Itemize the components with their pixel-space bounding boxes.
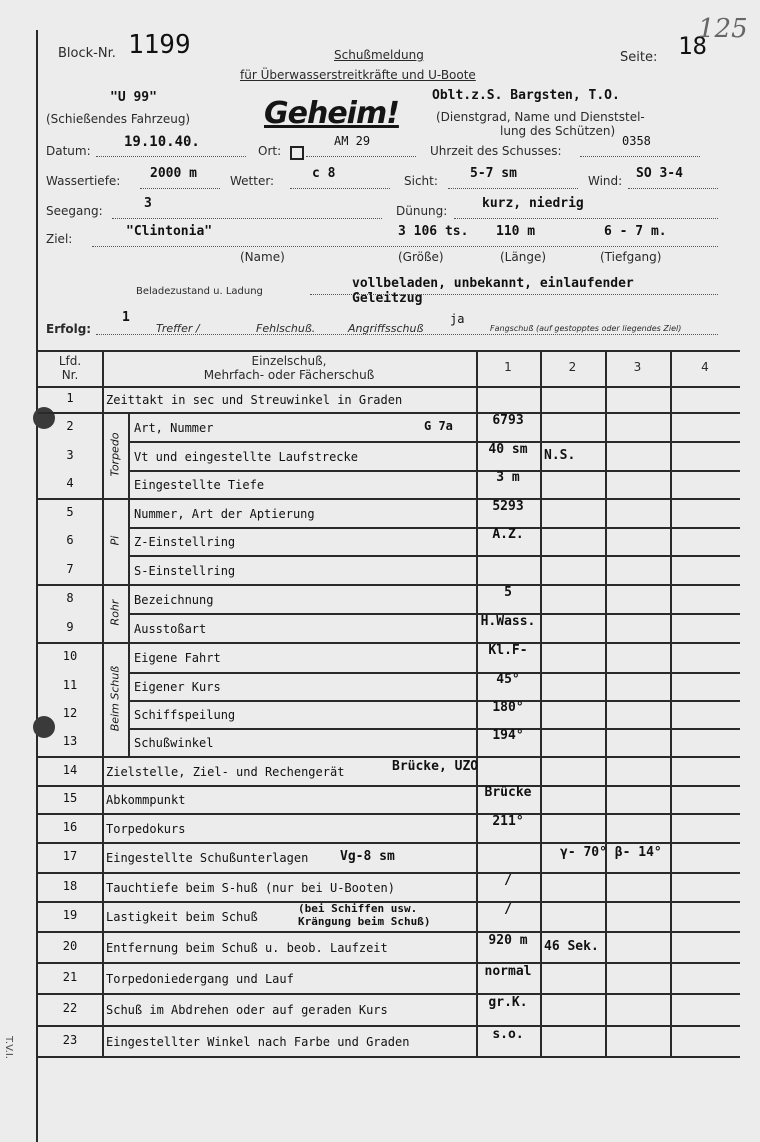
miss-label: Fehlschuß. bbox=[256, 322, 316, 335]
group-label: Rohr bbox=[108, 599, 122, 626]
row-rule bbox=[128, 613, 740, 615]
row-number: 15 bbox=[62, 791, 78, 805]
wind-label: Wind: bbox=[588, 174, 623, 188]
weather-value: c 8 bbox=[312, 166, 336, 181]
row-label: Vt und eingestellte Laufstrecke bbox=[134, 449, 358, 464]
caption-length: (Länge) bbox=[500, 250, 547, 264]
column-header-desc-2: Mehrfach- oder Fächerschuß bbox=[203, 368, 375, 382]
block-number: 1199 bbox=[128, 30, 191, 60]
row-rule bbox=[38, 872, 740, 874]
form-subtitle: für Überwasserstreitkräfte und U-Boote bbox=[240, 68, 476, 82]
depth-label: Wassertiefe: bbox=[46, 174, 121, 188]
depth-value: 2000 m bbox=[150, 166, 197, 181]
column-header-no-2: Nr. bbox=[61, 368, 79, 382]
value-cell-1: normal bbox=[484, 963, 532, 979]
pencil-folio: 125 bbox=[698, 14, 748, 44]
value-cell-1: / bbox=[504, 902, 512, 917]
visibility-value: 5-7 sm bbox=[470, 166, 517, 181]
group-rule bbox=[38, 584, 740, 586]
row-label: Eigene Fahrt bbox=[134, 651, 221, 665]
value-cell-1: 180° bbox=[492, 700, 524, 715]
swell-label: Dünung: bbox=[396, 204, 448, 218]
row-number: 1 bbox=[66, 391, 74, 405]
target-label: Ziel: bbox=[46, 232, 73, 246]
table-column-rule bbox=[102, 350, 104, 1056]
caption-draft: (Tiefgang) bbox=[600, 250, 662, 264]
row-label: Schiffspeilung bbox=[134, 708, 236, 722]
target-name: "Clintonia" bbox=[126, 224, 213, 239]
square-icon bbox=[290, 146, 304, 160]
value-cell-1: 5293 bbox=[492, 498, 524, 514]
sea-label: Seegang: bbox=[46, 204, 103, 218]
row-label: Ausstoßart bbox=[134, 621, 207, 636]
value-cell-2: 46 Sek. bbox=[544, 938, 599, 954]
row-number: 4 bbox=[66, 476, 74, 490]
value-cell-1: / bbox=[504, 872, 512, 888]
column-header-no-1: Lfd. bbox=[58, 354, 82, 368]
row-rule bbox=[128, 441, 740, 443]
location-label: Ort: bbox=[258, 144, 282, 158]
block-label: Block-Nr. bbox=[58, 46, 116, 61]
target-size: 3 106 ts. bbox=[398, 224, 469, 239]
group-rule bbox=[38, 498, 740, 500]
hits-label: Treffer / bbox=[156, 322, 200, 335]
row-label: Eigener Kurs bbox=[134, 680, 221, 694]
row-rule bbox=[128, 555, 740, 557]
row-rule bbox=[38, 813, 740, 815]
row-number: 18 bbox=[62, 878, 78, 893]
row-rule bbox=[38, 931, 740, 933]
row-number: 21 bbox=[62, 969, 78, 984]
row-label: S-Einstellring bbox=[134, 563, 236, 578]
row-label: Schuß im Abdrehen oder auf geraden Kurs bbox=[106, 1003, 388, 1017]
attack-value: ja bbox=[450, 312, 465, 326]
value-cell-1: 194° bbox=[492, 728, 524, 743]
value-cell-1: 40 sm bbox=[488, 441, 528, 457]
target-length: 110 m bbox=[496, 224, 536, 239]
row-number: 16 bbox=[62, 819, 78, 834]
attack-label: Angriffsschuß bbox=[348, 322, 424, 335]
table-header-rule bbox=[38, 386, 740, 388]
row-number: 23 bbox=[62, 1032, 78, 1047]
row-extra-value: G 7a bbox=[424, 418, 453, 433]
secret-stamp: Geheim! bbox=[264, 96, 399, 131]
row-number: 14 bbox=[62, 762, 78, 777]
table-top-rule bbox=[38, 350, 740, 352]
value-cell-1: Kl.F- bbox=[488, 643, 528, 658]
weather-label: Wetter: bbox=[230, 174, 275, 188]
hits-value: 1 bbox=[122, 310, 130, 325]
value-cell-1: Brücke bbox=[484, 785, 532, 800]
result-label: Erfolg: bbox=[46, 322, 92, 336]
row-number: 6 bbox=[66, 533, 74, 547]
group-label: Pi bbox=[108, 535, 122, 546]
group-rule bbox=[38, 642, 740, 644]
value-cell-1: 5 bbox=[504, 584, 512, 600]
time-value: 0358 bbox=[622, 134, 651, 148]
officer-value: Oblt.z.S. Bargsten, T.O. bbox=[432, 88, 620, 103]
table-column-rule bbox=[605, 350, 607, 1056]
time-label: Uhrzeit des Schusses: bbox=[430, 144, 562, 158]
row-rule bbox=[38, 1025, 740, 1027]
value-cell-1: A.Z. bbox=[492, 527, 524, 542]
row-extra-value: Vg-8 sm bbox=[340, 849, 395, 864]
row-label: Nummer, Art der Aptierung bbox=[134, 506, 315, 521]
column-header-1: 1 bbox=[504, 360, 512, 374]
row-rule bbox=[38, 993, 740, 995]
column-header-4: 4 bbox=[701, 360, 709, 374]
row-rule bbox=[38, 785, 740, 787]
row-rule bbox=[38, 842, 740, 844]
row-label: Torpedoniedergang und Lauf bbox=[106, 971, 294, 986]
row-label: Abkommpunkt bbox=[106, 793, 186, 807]
row-label: Zielstelle, Ziel- und Rechengerät bbox=[106, 764, 345, 779]
officer-caption-2: lung des Schützen) bbox=[500, 124, 616, 138]
row-number: 20 bbox=[62, 938, 78, 953]
value-cell-1: 920 m bbox=[488, 932, 528, 948]
row-rule bbox=[128, 470, 740, 472]
caption-name: (Name) bbox=[240, 250, 285, 264]
table-column-rule bbox=[670, 350, 672, 1056]
row-label: Eingestellte Tiefe bbox=[134, 478, 265, 492]
value-cell-1: gr.K. bbox=[488, 995, 528, 1010]
group-label: Beim Schuß bbox=[108, 665, 122, 732]
row-rule bbox=[38, 1056, 740, 1058]
target-draft: 6 - 7 m. bbox=[604, 224, 667, 239]
row-number: 19 bbox=[62, 908, 78, 922]
row-number: 7 bbox=[66, 561, 74, 576]
row-extra-value: (bei Schiffen usw. Krängung beim Schuß) bbox=[298, 902, 431, 928]
row-number: 13 bbox=[62, 734, 78, 748]
catch-label: Fangschuß (auf gestopptes oder liegendes Ziel) bbox=[490, 324, 682, 333]
row-rule bbox=[128, 527, 740, 529]
column-header-desc-1: Einzelschuß, bbox=[251, 354, 327, 368]
group-rule bbox=[38, 412, 740, 414]
table-column-rule bbox=[476, 350, 478, 1056]
row-label: Eingestellte Schußunterlagen bbox=[106, 851, 309, 865]
row-label: Zeittakt in sec und Streuwinkel in Graden bbox=[106, 393, 403, 407]
load-value-2: Geleitzug bbox=[352, 291, 423, 306]
row-rule bbox=[128, 672, 740, 674]
row-number: 10 bbox=[62, 649, 78, 663]
row-label: Z-Einstellring bbox=[134, 535, 236, 549]
column-header-3: 3 bbox=[633, 360, 642, 374]
load-label: Beladezustand u. Ladung bbox=[136, 286, 263, 297]
row-label: Schußwinkel bbox=[134, 736, 214, 750]
vessel-value: "U 99" bbox=[110, 90, 157, 105]
row-extra-value: Brücke, UZO bbox=[392, 758, 479, 774]
value-cell-1: s.o. bbox=[492, 1026, 524, 1042]
row-label: Tauchtiefe beim S-huß (nur bei U-Booten) bbox=[106, 880, 395, 895]
row-rule bbox=[128, 700, 740, 702]
wind-value: SO 3-4 bbox=[636, 166, 683, 181]
row-number: 8 bbox=[66, 590, 74, 605]
page-label: Seite: bbox=[620, 50, 658, 65]
row-rule bbox=[38, 756, 740, 758]
sea-value: 3 bbox=[144, 196, 152, 211]
row-label: Art, Nummer bbox=[134, 420, 214, 435]
row-number: 12 bbox=[62, 706, 78, 720]
row-label: Bezeichnung bbox=[134, 592, 214, 607]
table-column-rule bbox=[540, 350, 542, 1056]
officer-caption-1: (Dienstgrad, Name und Dienststel- bbox=[436, 110, 645, 124]
row-number: 3 bbox=[66, 447, 74, 462]
date-label: Datum: bbox=[46, 144, 91, 158]
caption-size: (Größe) bbox=[398, 250, 444, 264]
row-label: Eingestellter Winkel nach Farbe und Graden bbox=[106, 1034, 410, 1049]
row-number: 5 bbox=[66, 504, 74, 519]
group-label: Torpedo bbox=[108, 432, 122, 477]
row-number: 17 bbox=[62, 849, 78, 863]
row-rule bbox=[38, 962, 740, 964]
row-label: Entfernung beim Schuß u. beob. Laufzeit bbox=[106, 940, 388, 955]
value-cell-1: 3 m bbox=[496, 470, 520, 485]
row-number: 11 bbox=[62, 678, 78, 692]
load-value-1: vollbeladen, unbekannt, einlaufender bbox=[352, 276, 634, 291]
date-value: 19.10.40. bbox=[124, 134, 200, 150]
margin-note: T.V.I. bbox=[3, 1036, 14, 1059]
row-label: Torpedokurs bbox=[106, 821, 186, 836]
swell-value: kurz, niedrig bbox=[482, 196, 584, 211]
visibility-label: Sicht: bbox=[404, 174, 438, 188]
value-cell-1: 45° bbox=[496, 672, 520, 687]
value-cell-1: 6793 bbox=[492, 412, 524, 428]
location-value: AM 29 bbox=[334, 134, 371, 148]
page-number: 18 bbox=[678, 32, 707, 60]
form-title: Schußmeldung bbox=[334, 48, 424, 62]
vessel-caption: (Schießendes Fahrzeug) bbox=[46, 112, 191, 126]
value-cell-1: 211° bbox=[492, 813, 524, 829]
row-number: 9 bbox=[66, 619, 74, 634]
row-rule bbox=[128, 728, 740, 730]
row-number: 2 bbox=[66, 418, 74, 433]
row-number: 22 bbox=[62, 1001, 78, 1015]
column-header-2: 2 bbox=[568, 360, 577, 374]
value-cell-1: H.Wass. bbox=[480, 613, 536, 629]
row-label: Lastigkeit beim Schuß bbox=[106, 910, 258, 924]
value-cell-2: N.S. bbox=[544, 447, 576, 463]
value-cell-2: γ- 70° β- 14° bbox=[560, 845, 662, 860]
